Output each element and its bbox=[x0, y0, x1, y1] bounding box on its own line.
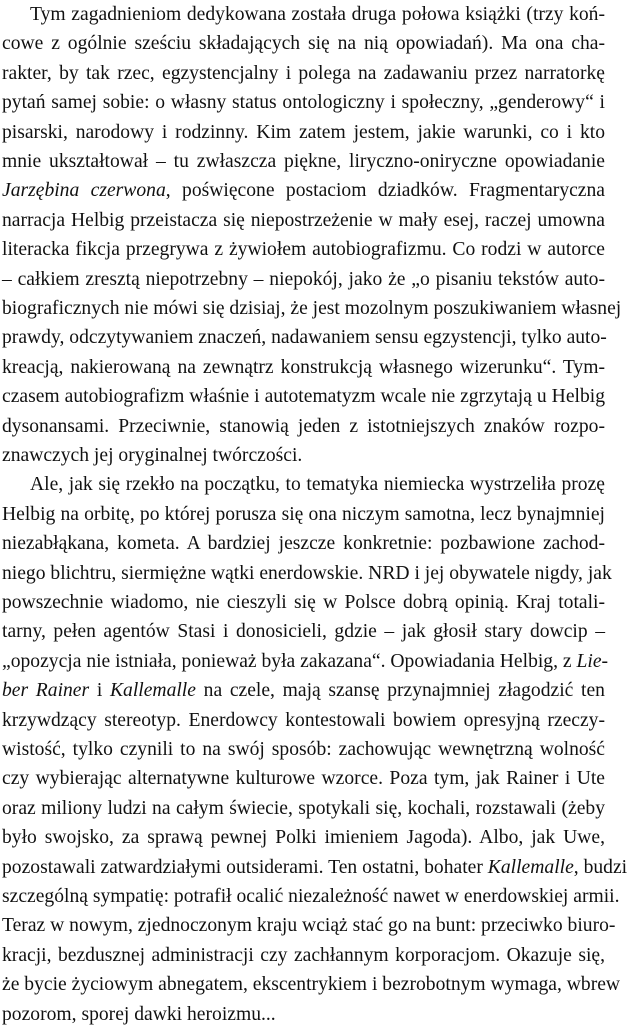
text-segment: niezabłąkana, kometa. A bardziej jeszcze konkretnie: pozbawione zachod- bbox=[2, 533, 605, 555]
text-segment: , budzi bbox=[573, 856, 627, 878]
text-line bbox=[2, 265, 605, 294]
italic-title-text: Kallemalle bbox=[109, 680, 196, 702]
text-segment: na czele, mają szansę przynajmniej złagodzić ten bbox=[195, 680, 605, 702]
text-line bbox=[2, 764, 605, 793]
text-line bbox=[2, 206, 605, 235]
text-line bbox=[2, 29, 605, 58]
text-segment: kreacją, nakierowaną na zewnątrz konstrukcją własnego wizerunku“. Tym- bbox=[2, 356, 605, 378]
text-segment: niego blichtru, siermiężne wątki enerdowskie. NRD i jej obywatele nigdy, jak bbox=[2, 562, 612, 584]
text-segment: krzywdzący stereotyp. Enerdowcy kontestowali bowiem opresyjną rzeczy- bbox=[2, 709, 605, 731]
text-segment: że bycie życiowym abnegatem, ekscentrykiem i bezrobotnym wymaga, wbrew bbox=[2, 974, 621, 996]
text-segment: tarny, pełen agentów Stasi i donosicieli, gdzie – jak głosił stary dowcip – bbox=[2, 621, 605, 643]
text-segment: Tym zagadnieniom dedykowana została druga połowa książki (trzy koń- bbox=[30, 4, 605, 25]
text-segment: biograficznych nie mówi się dzisiaj, że jest mozolnym poszukiwaniem własnej bbox=[2, 298, 622, 319]
text-line bbox=[2, 617, 605, 646]
text-line bbox=[2, 147, 605, 176]
text-segment: – całkiem zresztą niepotrzebny – niepokój, jako że „o pisaniu tekstów auto- bbox=[2, 268, 605, 290]
text-segment: „opozycja nie istniała, ponieważ była zakazana“. Opowiadania Helbig, z bbox=[2, 650, 577, 672]
text-segment: szczególną sympatię: potrafił ocalić niezależność nawet w enerdowskiej armii. bbox=[2, 886, 620, 907]
text-segment: pozostawali zatwardziałymi outsiderami. Ten ostatni, bohater bbox=[2, 856, 488, 878]
text-line bbox=[2, 294, 622, 323]
text-line bbox=[2, 176, 605, 205]
text-line bbox=[2, 970, 621, 999]
text-line bbox=[2, 353, 605, 382]
text-line bbox=[2, 1000, 605, 1029]
text-segment: znawczych jej oryginalnej twórczości. bbox=[2, 445, 303, 466]
text-segment: dysonansami. Przeciwnie, stanowią jeden z istotniejszych znaków rozpo- bbox=[2, 415, 605, 437]
text-line bbox=[2, 235, 605, 264]
text-line bbox=[2, 882, 620, 911]
text-line bbox=[2, 647, 609, 676]
text-segment: czasem autobiografizm właśnie i autotematyzm wcale nie zgrzytają u Helbig bbox=[2, 386, 605, 408]
text-segment: oraz miliony ludzi na całym świecie, spotykali się, kochali, rozstawali (żeby bbox=[2, 797, 605, 819]
text-segment: wistość, tylko czynili to na swój sposób: zachowując wewnętrzną wolność bbox=[2, 739, 605, 760]
text-segment: literacka fikcja przegrywa z żywiołem autobiografizmu. Co rodzi w autorce bbox=[2, 239, 605, 261]
italic-title-text: Kallemalle bbox=[487, 856, 574, 878]
text-line bbox=[30, 0, 605, 29]
text-line bbox=[2, 412, 605, 441]
text-line bbox=[2, 911, 616, 940]
text-line bbox=[2, 118, 605, 147]
text-line bbox=[2, 88, 605, 117]
text-segment: kracji, bezdusznej administracji czy zachłannym korporacjom. Okazuje się, bbox=[2, 944, 605, 966]
text-segment: powszechnie wiadomo, nie cieszyli się w Polsce dobrą opinią. Kraj totali- bbox=[2, 592, 605, 613]
text-line bbox=[30, 470, 605, 499]
text-segment: było swojsko, za sprawą pewnej Polki imieniem Jagoda). Albo, jak Uwe, bbox=[2, 827, 605, 849]
text-segment: Teraz w nowym, zjednoczonym kraju wciąż stać go na bunt: przeciwko biuro- bbox=[2, 915, 616, 937]
text-segment: , poświęcone postaciom dziadków. Fragmentaryczna bbox=[165, 180, 606, 202]
text-segment: pytań samej sobie: o własny status ontologiczny i społeczny, „genderowy“ i bbox=[2, 92, 605, 114]
text-segment: cowe z ogólnie sześciu składających się na nią opowiadań). Ma ona cha- bbox=[2, 33, 605, 55]
text-segment: Ale, jak się rzekło na początku, to tematyka niemiecka wystrzeliła prozę bbox=[30, 474, 605, 496]
text-segment: czy wybierając alternatywne kulturowe wzorce. Poza tym, jak Rainer i Ute bbox=[2, 768, 605, 790]
text-line bbox=[2, 735, 605, 764]
italic-title-text: Lie- bbox=[576, 650, 609, 672]
text-line bbox=[2, 794, 605, 823]
text-line bbox=[2, 323, 605, 352]
text-segment: pisarski, narodowy i rodzinny. Kim zatem jestem, jakie warunki, co i kto bbox=[2, 121, 605, 143]
text-line bbox=[2, 853, 627, 882]
text-line bbox=[2, 559, 612, 588]
italic-title-text: Jarzębina czerwona bbox=[2, 180, 166, 202]
text-line bbox=[2, 823, 605, 852]
text-segment: pozorom, sporej dawki heroizmu... bbox=[2, 1003, 276, 1025]
text-line bbox=[2, 441, 605, 470]
text-segment: rakter, by tak rzec, egzystencjalny i polega na zadawaniu przez narratorkę bbox=[2, 62, 605, 84]
text-line bbox=[2, 382, 605, 411]
text-line bbox=[2, 529, 605, 558]
text-line bbox=[2, 941, 605, 970]
text-segment: narracja Helbig przeistacza się niepostrzeżenie w mały esej, raczej umowna bbox=[2, 209, 605, 231]
text-segment: mnie ukształtował – tu zwłaszcza piękne, liryczno-oniryczne opowiadanie bbox=[2, 151, 605, 172]
text-line bbox=[2, 59, 605, 88]
text-segment: Helbig na orbitę, po której porusza się ona niczym samotna, lecz bynajmniej bbox=[2, 503, 605, 525]
text-line bbox=[2, 588, 605, 617]
text-line bbox=[2, 706, 605, 735]
text-line bbox=[2, 500, 605, 529]
italic-title-text: ber Rainer bbox=[2, 680, 90, 702]
text-line bbox=[2, 676, 605, 705]
text-segment: prawdy, odczytywaniem znaczeń, nadawaniem sensu egzystencji, tylko auto- bbox=[2, 327, 607, 349]
text-segment: i bbox=[89, 680, 110, 702]
